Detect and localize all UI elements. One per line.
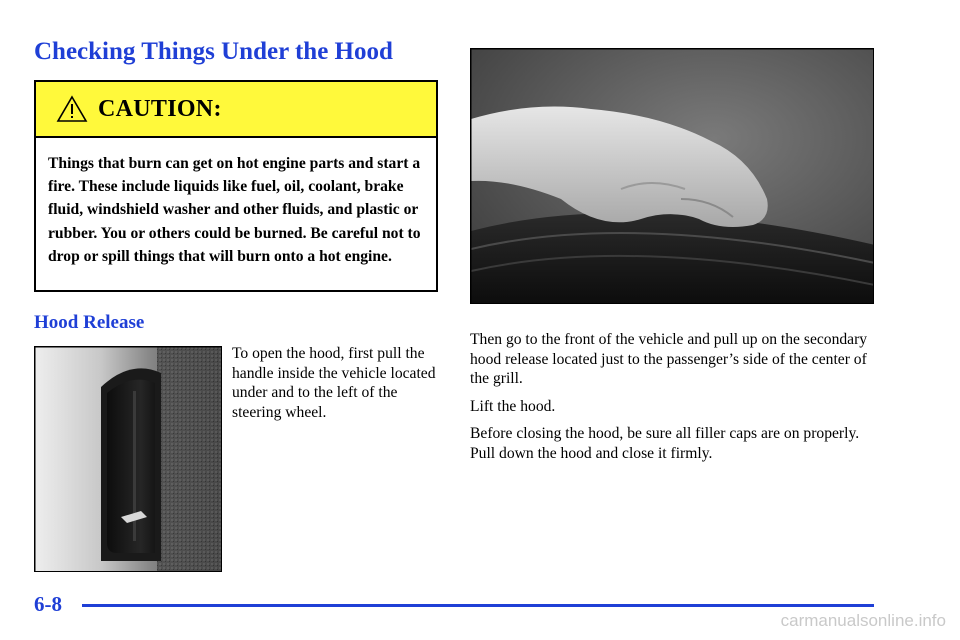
watermark: carmanualsonline.info <box>780 611 946 630</box>
caution-header <box>36 82 436 138</box>
page-number: 6-8 <box>34 592 62 616</box>
paragraph-close-hood: Before closing the hood, be sure all filler caps are on properly. Pull down the hood and close it firmly. <box>470 425 860 462</box>
hood-lifting-photo <box>470 48 874 304</box>
paragraph-lift-hood: Lift the hood. <box>470 397 556 415</box>
caution-label: CAUTION: <box>98 95 222 122</box>
page-title: Checking Things Under the Hood <box>34 38 393 65</box>
hood-release-text: To open the hood, first pull the handle inside the vehicle located under and to the left of the steering wheel. <box>232 345 436 421</box>
hood-release-handle-photo <box>34 346 222 572</box>
warning-triangle-icon <box>56 95 88 123</box>
paragraph-secondary-release: Then go to the front of the vehicle and pull up on the secondary hood release located just to the passenger’s side of the center of the grill. <box>470 331 868 387</box>
caution-text: Things that burn can get on hot engine parts and start a fire. These include liquids like fuel, oil, coolant, brake fluid, windshield washer and other fluids, and plastic or rubber. You or others could be burned. Be careful not to drop or spill things that will burn onto a hot engine. <box>48 155 421 265</box>
section-heading-hood-release: Hood Release <box>34 312 145 333</box>
footer-rule <box>82 604 874 607</box>
right-column-text <box>470 330 870 471</box>
caution-box <box>34 80 438 292</box>
